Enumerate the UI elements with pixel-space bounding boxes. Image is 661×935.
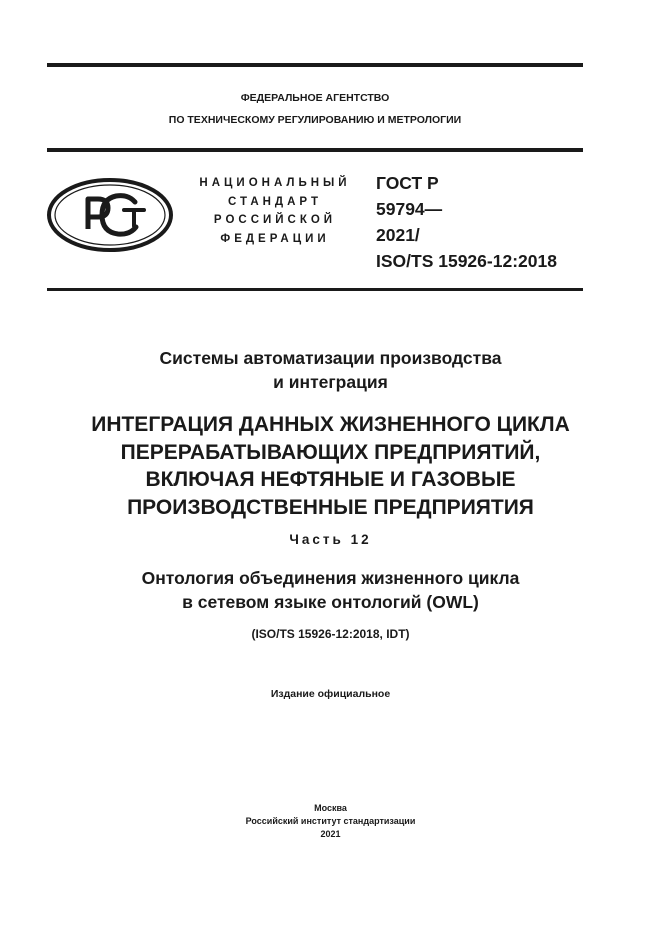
agency-line-1: ФЕДЕРАЛЬНОЕ АГЕНТСТВО bbox=[240, 92, 390, 104]
main-title-line-1: ИНТЕГРАЦИЯ ДАННЫХ ЖИЗНЕННОГО ЦИКЛА bbox=[91, 413, 570, 436]
header-rule bbox=[47, 148, 583, 152]
top-rule bbox=[47, 63, 583, 67]
part-subtitle-line-2: в сетевом языке онтологий (OWL) bbox=[182, 592, 479, 612]
main-title-line-3: ВКЛЮЧАЯ НЕФТЯНЫЕ И ГАЗОВЫЕ bbox=[145, 468, 516, 491]
imprint-city: Москва bbox=[314, 803, 347, 813]
agency-subname bbox=[47, 114, 583, 126]
edition-note: Издание официальное bbox=[270, 688, 391, 700]
series-title-line-2: и интеграция bbox=[273, 372, 388, 392]
agency-line-2: ПО ТЕХНИЧЕСКОМУ РЕГУЛИРОВАНИЮ И МЕТРОЛОГИИ bbox=[168, 114, 462, 126]
designation-line-4: ISO/TS 15926-12:2018 bbox=[376, 251, 557, 271]
main-title-line-4: ПРОИЗВОДСТВЕННЫЕ ПРЕДПРИЯТИЯ bbox=[127, 495, 534, 519]
imprint bbox=[0, 802, 661, 841]
series-title bbox=[0, 346, 661, 394]
national-standard-block bbox=[180, 174, 370, 248]
series-title-line-1: Системы автоматизации производства bbox=[159, 348, 502, 368]
national-standard-line-1: НАЦИОНАЛЬНЫЙ bbox=[199, 177, 351, 189]
part-subtitle bbox=[0, 566, 661, 614]
agency-name bbox=[47, 92, 583, 104]
gost-r-logo-icon bbox=[46, 177, 174, 253]
iso-reference: (ISO/TS 15926-12:2018, IDT) bbox=[251, 627, 410, 641]
national-standard-line-3: РОССИЙСКОЙ bbox=[213, 214, 337, 226]
national-standard-line-2: СТАНДАРТ bbox=[228, 195, 322, 208]
national-standard-line-4: ФЕДЕРАЦИИ bbox=[220, 232, 330, 245]
imprint-institute: Российский институт стандартизации bbox=[245, 816, 416, 826]
part-number: Часть 12 bbox=[289, 532, 372, 547]
main-title-line-2: ПЕРЕРАБАТЫВАЮЩИХ ПРЕДПРИЯТИЙ, bbox=[120, 440, 541, 464]
main-title bbox=[0, 411, 661, 521]
designation-line-1: ГОСТ Р bbox=[376, 173, 439, 193]
designation-line-2: 59794— bbox=[376, 199, 443, 219]
imprint-year: 2021 bbox=[320, 829, 341, 839]
standard-designation bbox=[376, 170, 557, 274]
designation-line-3: 2021/ bbox=[376, 225, 420, 245]
part-subtitle-line-1: Онтология объединения жизненного цикла bbox=[141, 568, 520, 588]
header-bottom-rule bbox=[47, 288, 583, 291]
